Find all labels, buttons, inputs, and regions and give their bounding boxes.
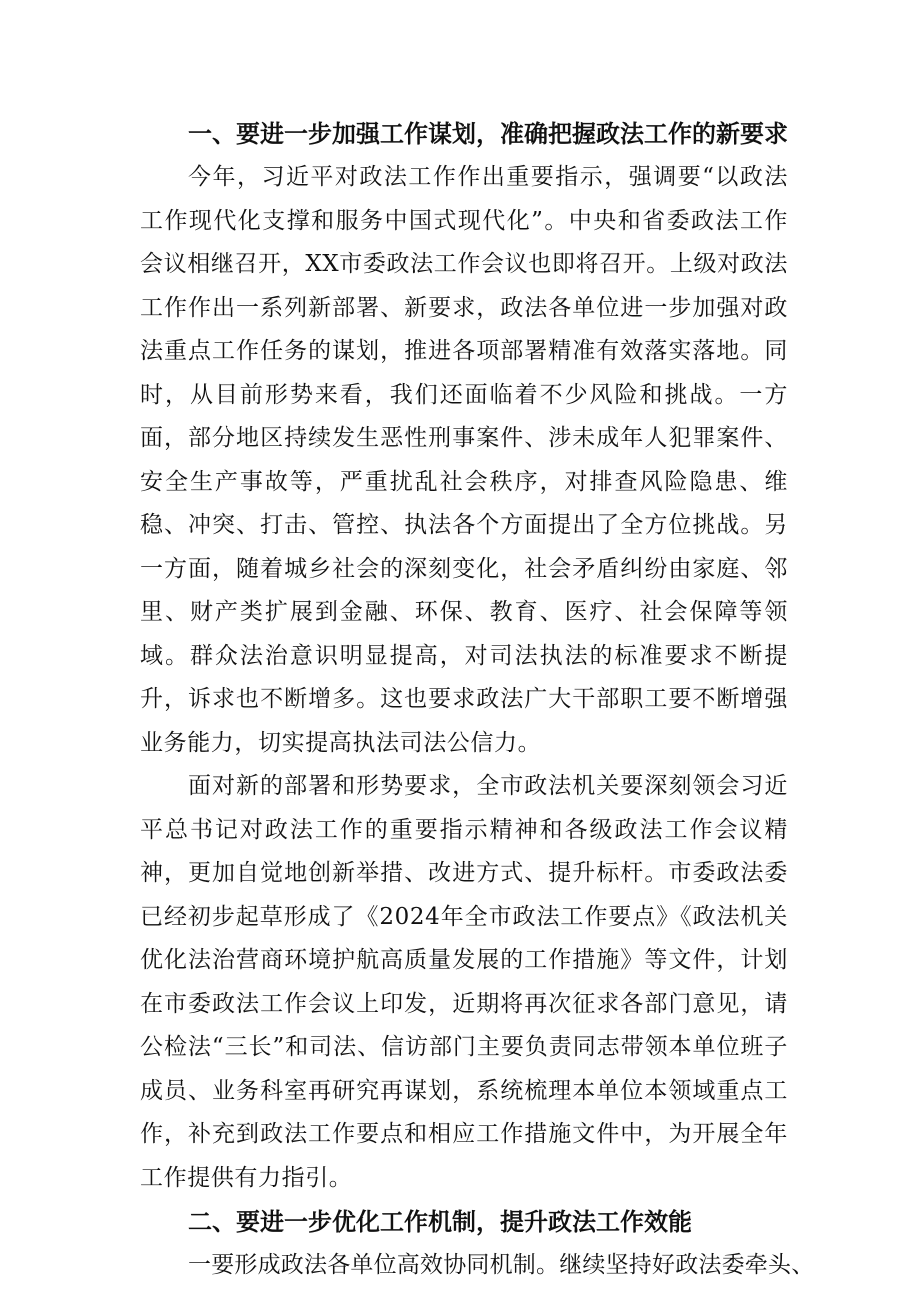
paragraph: 一要形成政法各单位高效协同机制。继续坚持好政法委牵头、 [188, 1252, 815, 1278]
section-heading-2: 二、要进一步优化工作机制，提升政法工作效能 [188, 1208, 692, 1236]
document-body [140, 112, 815, 1288]
section-heading-1: 一、要进一步加强工作谋划，准确把握政法工作的新要求 [188, 120, 788, 148]
paragraph: 今年，习近平对政法工作作出重要指示，强调要“以政法工作现代化支撑和服务中国式现代化”。中央和省委政法工作会议相继召开，XX市委政法工作会议也即将召开。上级对政法工作作出一系列新部署、新要求，政法各单位进一步加强对政法重点工作任务的谋划，推进各项部署精准有效落实落地。同时，从目前形势来看，我们还面临着不少风险和挑战。一方面，部分地区持续发生恶性刑事案件、涉未成年人犯罪案件、安全生产事故等，严重扰乱社会秩序，对排查风险隐患、维稳、冲突、打击、管控、执法各个方面提出了全方位挑战。另一方面，随着城乡社会的深刻变化，社会矛盾纠纷由家庭、邻里、财产类扩展到金融、环保、教育、医疗、社会保障等领域。群众法治意识明显提高，对司法执法的标准要求不断提升，诉求也不断增多。这也要求政法广大干部职工要不断增强业务能力，切实提高执法司法公信力。 [140, 164, 788, 756]
paragraph: 面对新的部署和形势要求，全市政法机关要深刻领会习近平总书记对政法工作的重要指示精神和各级政法工作会议精神，更加自觉地创新举措、改进方式、提升标杆。市委政法委已经初步起草形成了《2024年全市政法工作要点》《政法机关优化法治营商环境护航高质量发展的工作措施》等文件，计划在市委政法工作会议上印发，近期将再次征求各部门意见，请公检法“三长”和司法、信访部门主要负责同志带领本单位班子成员、业务科室再研究再谋划，系统梳理本单位本领域重点工作，补充到政法工作要点和相应工作措施文件中，为开展全年工作提供有力指引。 [140, 773, 788, 1191]
